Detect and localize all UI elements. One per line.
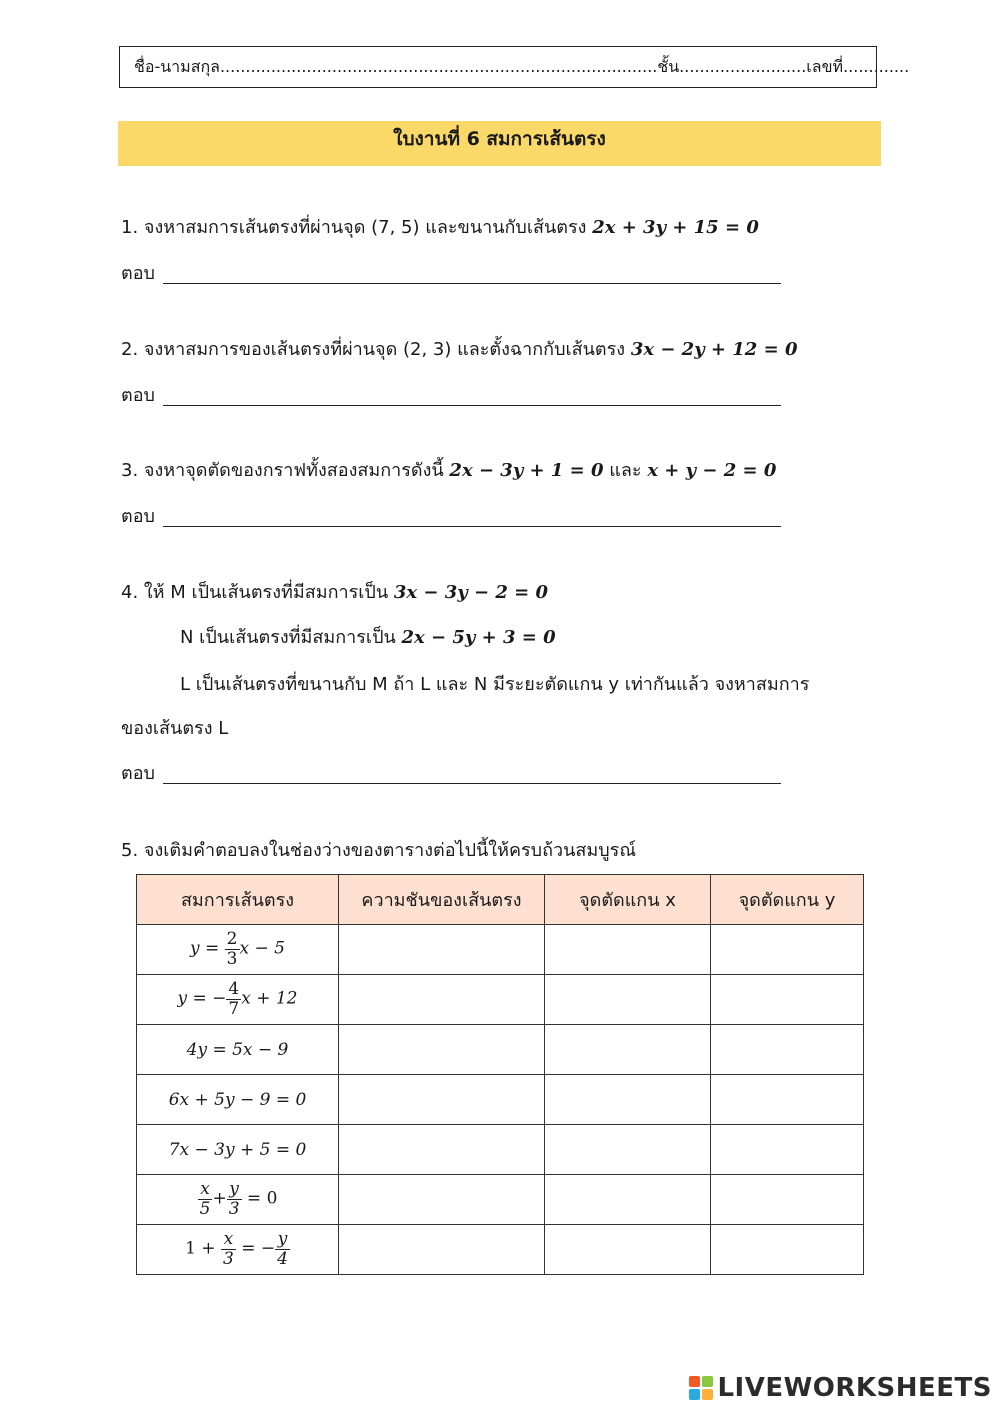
y-intercept-input-cell[interactable] [711, 1075, 864, 1125]
question-4-text-2: N เป็นเส้นตรงที่มีสมการเป็น [180, 627, 402, 648]
answer-3[interactable] [121, 501, 781, 530]
question-5 [121, 835, 636, 864]
table-row [137, 1125, 864, 1175]
student-info-box [119, 46, 910, 88]
student-info-line: ชื่อ-นามสกุล......................................................................................ชั้น.........................เลขที่............. [134, 57, 910, 76]
x-intercept-input-cell[interactable] [545, 1075, 711, 1125]
x-intercept-input-cell[interactable] [545, 975, 711, 1025]
question-5-text: 5. จงเติมคำตอบลงในช่องว่างของตารางต่อไปนี้ให้ครบถ้วนสมบูรณ์ [121, 840, 637, 861]
x-intercept-input-cell[interactable] [545, 1125, 711, 1175]
slope-input-cell[interactable] [339, 1075, 545, 1125]
question-2-text: 2. จงหาสมการของเส้นตรงที่ผ่านจุด (2, 3) และตั้งฉากกับเส้นตรง [121, 339, 631, 360]
slope-input-cell[interactable] [339, 925, 545, 975]
header-slope: ความชันของเส้นตรง [339, 875, 545, 925]
equation-cell: 6x + 5y − 9 = 0 [137, 1075, 339, 1125]
slope-input-cell[interactable] [339, 1025, 545, 1075]
equation-cell: 4y = 5x − 9 [137, 1025, 339, 1075]
header-x-intercept: จุดตัดแกน x [545, 875, 711, 925]
liveworksheets-brand-text: LIVEWORKSHEETS [717, 1373, 992, 1403]
answer-label: ตอบ [121, 263, 155, 284]
answer-table [136, 874, 864, 1275]
question-3 [121, 455, 776, 484]
table-row [137, 1075, 864, 1125]
x-intercept-input-cell[interactable] [545, 925, 711, 975]
question-3-conjunction: และ [603, 460, 648, 481]
y-intercept-input-cell[interactable] [711, 1125, 864, 1175]
answer-4-line[interactable] [163, 767, 781, 784]
slope-input-cell[interactable] [339, 1225, 545, 1275]
question-3-equation-1: 2x − 3y + 1 = 0 [449, 460, 604, 481]
question-4-equation-m: 3x − 3y − 2 = 0 [393, 582, 548, 603]
answer-2-line[interactable] [163, 389, 781, 406]
liveworksheets-logo-icon [689, 1376, 713, 1400]
question-2 [121, 334, 797, 363]
x-intercept-input-cell[interactable] [545, 1225, 711, 1275]
question-4-equation-n: 2x − 5y + 3 = 0 [401, 627, 556, 648]
worksheet-title [118, 121, 881, 166]
question-4-text-4: ของเส้นตรง L [121, 718, 229, 739]
question-4-line-2 [180, 622, 556, 651]
answer-4[interactable] [121, 758, 781, 787]
question-4-text-1: 4. ให้ M เป็นเส้นตรงที่มีสมการเป็น [121, 582, 394, 603]
equation-cell: y = − $\frac{4}{7}$ x + 12 [137, 975, 339, 1025]
answer-label: ตอบ [121, 385, 155, 406]
table-header-row [137, 875, 864, 925]
x-intercept-input-cell[interactable] [545, 1025, 711, 1075]
equation-cell: 7x − 3y + 5 = 0 [137, 1125, 339, 1175]
liveworksheets-logo [689, 1373, 992, 1403]
question-2-equation: 3x − 2y + 12 = 0 [630, 339, 798, 360]
header-equation: สมการเส้นตรง [137, 875, 339, 925]
answer-3-line[interactable] [163, 510, 781, 527]
table-row [137, 925, 864, 975]
y-intercept-input-cell[interactable] [711, 925, 864, 975]
table-row [137, 1225, 864, 1275]
question-4-text-3: L เป็นเส้นตรงที่ขนานกับ M ถ้า L และ N มีระยะตัดแกน y เท่ากันแล้ว จงหาสมการ [180, 674, 810, 695]
table-row [137, 1175, 864, 1225]
table-row [137, 1025, 864, 1075]
answer-1-line[interactable] [163, 267, 781, 284]
question-1-equation: 2x + 3y + 15 = 0 [592, 217, 759, 238]
y-intercept-input-cell[interactable] [711, 975, 864, 1025]
question-4-line-4 [121, 713, 228, 742]
question-4-line-1 [121, 577, 548, 606]
slope-input-cell[interactable] [339, 1175, 545, 1225]
header-y-intercept: จุดตัดแกน y [711, 875, 864, 925]
question-1-text: 1. จงหาสมการเส้นตรงที่ผ่านจุด (7, 5) และขนานกับเส้นตรง [121, 217, 593, 238]
question-4-line-3 [180, 669, 809, 698]
table-row [137, 975, 864, 1025]
y-intercept-input-cell[interactable] [711, 1225, 864, 1275]
question-3-text: 3. จงหาจุดตัดของกราฟทั้งสองสมการดังนี้ [121, 460, 450, 481]
equation-cell: $\frac{x}{5}$ + $\frac{y}{3}$ = 0 [137, 1175, 339, 1225]
slope-input-cell[interactable] [339, 1125, 545, 1175]
question-3-equation-2: x + y − 2 = 0 [647, 460, 777, 481]
answer-2[interactable] [121, 380, 781, 409]
question-1 [121, 212, 759, 241]
answer-label: ตอบ [121, 506, 155, 527]
answer-label: ตอบ [121, 763, 155, 784]
x-intercept-input-cell[interactable] [545, 1175, 711, 1225]
equation-cell: 1 + $\frac{x}{3}$ = − $\frac{y}{4}$ [137, 1225, 339, 1275]
y-intercept-input-cell[interactable] [711, 1025, 864, 1075]
y-intercept-input-cell[interactable] [711, 1175, 864, 1225]
slope-input-cell[interactable] [339, 975, 545, 1025]
equation-cell: y = $\frac{2}{3}$ x − 5 [137, 925, 339, 975]
answer-1[interactable] [121, 258, 781, 287]
worksheet-title-text: ใบงานที่ 6 สมการเส้นตรง [393, 128, 606, 150]
